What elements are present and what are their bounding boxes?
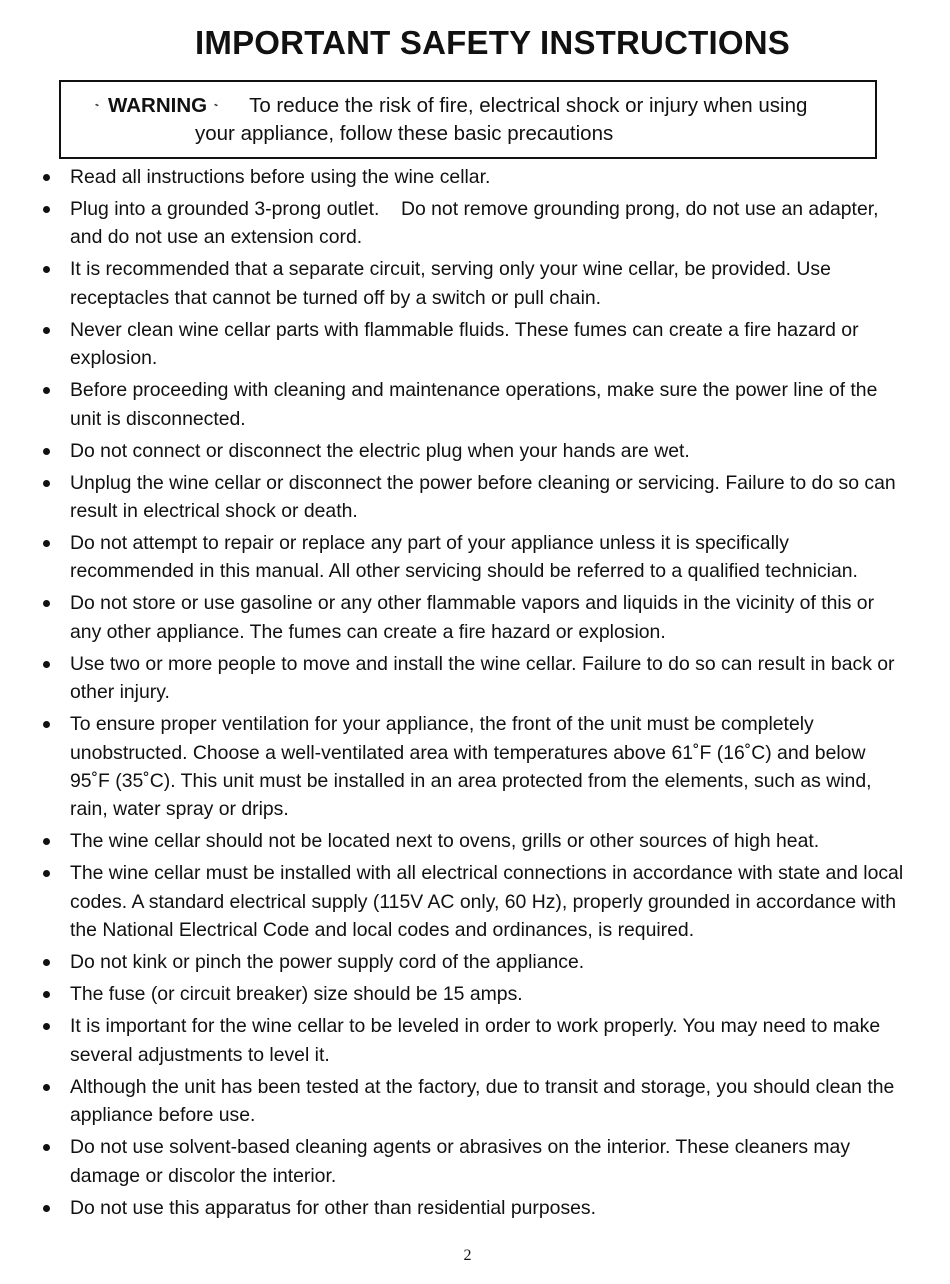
instruction-text: Do not attempt to repair or replace any part of your appliance unless it is specifically recommended in this manual. All other servicing should be referred to a qualified technician. (70, 532, 858, 583)
bullet-icon (43, 448, 50, 455)
instruction-text: Although the unit has been tested at the factory, due to transit and storage, you should clean the appliance before use. (70, 1075, 895, 1127)
bullet-icon (43, 480, 50, 487)
list-item (0, 1133, 950, 1190)
instruction-text: Use two or more people to move and install the wine cellar. Failure to do so can result in back or other injury. (70, 652, 895, 704)
list-item (0, 1073, 950, 1130)
bullet-icon (43, 870, 50, 877)
bullet-icon (43, 959, 50, 966)
list-item (0, 650, 950, 707)
list-item (0, 376, 950, 433)
instruction-text: Do not use this apparatus for other than residential purposes. (70, 1196, 597, 1219)
list-item (0, 529, 950, 586)
instruction-text: Unplug the wine cellar or disconnect the power before cleaning or servicing. Failure to do so can result in electrical shock or death. (70, 471, 896, 523)
bullet-icon (43, 1144, 50, 1151)
bullet-icon (43, 721, 50, 728)
list-item (0, 710, 950, 824)
instruction-text: To ensure proper ventilation for your appliance, the front of the unit must be completely unobstructed. Choose a well-ventilated area with temperatures above 61˚F (16˚C) and below 95˚F (35˚C). This unit must be installed in an area protected from the elements, such as wind, rain, water spray or drips. (70, 713, 872, 821)
bullet-icon (43, 266, 50, 273)
bullet-icon (43, 1084, 50, 1091)
bullet-icon (43, 387, 50, 394)
page-title: IMPORTANT SAFETY INSTRUCTIONS (195, 24, 790, 61)
instruction-text: It is important for the wine cellar to be leveled in order to work properly. You may need to make several adjustments to level it. (70, 1015, 881, 1066)
bullet-icon (43, 206, 50, 213)
bullet-icon (43, 1023, 50, 1030)
bullet-icon (43, 661, 50, 668)
safety-instructions-list (0, 163, 950, 1226)
instruction-text: Read all instructions before using the wine cellar. (70, 166, 491, 188)
bullet-icon (43, 838, 50, 845)
page-number: 2 (463, 1247, 472, 1264)
list-item (0, 948, 950, 976)
lightning-bolt-icon (207, 94, 227, 114)
instruction-text: Do not connect or disconnect the electric plug when your hands are wet. (70, 439, 690, 462)
list-item (0, 859, 950, 944)
warning-label: WARNING (108, 94, 208, 117)
bullet-icon (43, 991, 50, 998)
bullet-icon (43, 1205, 50, 1212)
warning-box (59, 80, 877, 159)
list-item (0, 469, 950, 526)
list-item (0, 980, 950, 1008)
list-item (0, 589, 950, 646)
instruction-text: Never clean wine cellar parts with flammable fluids. These fumes can create a fire hazard or explosion. (70, 318, 859, 370)
bullet-icon (43, 174, 50, 181)
instruction-text: Before proceeding with cleaning and maintenance operations, make sure the power line of the unit is disconnected. (70, 379, 878, 430)
warning-text-line-1: To reduce the risk of fire, electrical shock or injury when using (249, 94, 808, 117)
list-item (0, 437, 950, 465)
instruction-text: It is recommended that a separate circuit, serving only your wine cellar, be provided. Use receptacles that cannot be turned off by a switch or pull chain. (70, 258, 831, 309)
bullet-icon (43, 600, 50, 607)
instruction-text: The wine cellar should not be located next to ovens, grills or other sources of high heat. (70, 830, 820, 853)
list-item (0, 255, 950, 312)
list-item (0, 316, 950, 373)
list-item (0, 1012, 950, 1069)
instruction-text: Plug into a grounded 3-prong outlet. Do not remove grounding prong, do not use an adapter, and do not use an extension cord. (70, 198, 884, 249)
instruction-text: Do not use solvent-based cleaning agents or abrasives on the interior. These cleaners may damage or discolor the interior. (70, 1136, 851, 1187)
bullet-icon (43, 327, 50, 334)
list-item (0, 163, 950, 191)
instruction-text: The fuse (or circuit breaker) size should be 15 amps. (70, 983, 523, 1006)
lightning-bolt-icon (88, 94, 108, 114)
warning-text-line-2: your appliance, follow these basic precautions (195, 122, 614, 145)
warning-line-1 (88, 92, 807, 120)
instruction-text: Do not store or use gasoline or any other flammable vapors and liquids in the vicinity of this or any other appliance. The fumes can create a fire hazard or explosion. (70, 592, 875, 643)
instruction-text: The wine cellar must be installed with all electrical connections in accordance with state and local codes. A standard electrical supply (115V AC only, 60 Hz), properly grounded in accordance with the National Electrical Code and local codes and ordinances, is required. (70, 862, 904, 942)
list-item (0, 827, 950, 855)
list-item (0, 195, 950, 252)
bullet-icon (43, 540, 50, 547)
list-item (0, 1194, 950, 1222)
instruction-text: Do not kink or pinch the power supply cord of the appliance. (70, 951, 585, 974)
